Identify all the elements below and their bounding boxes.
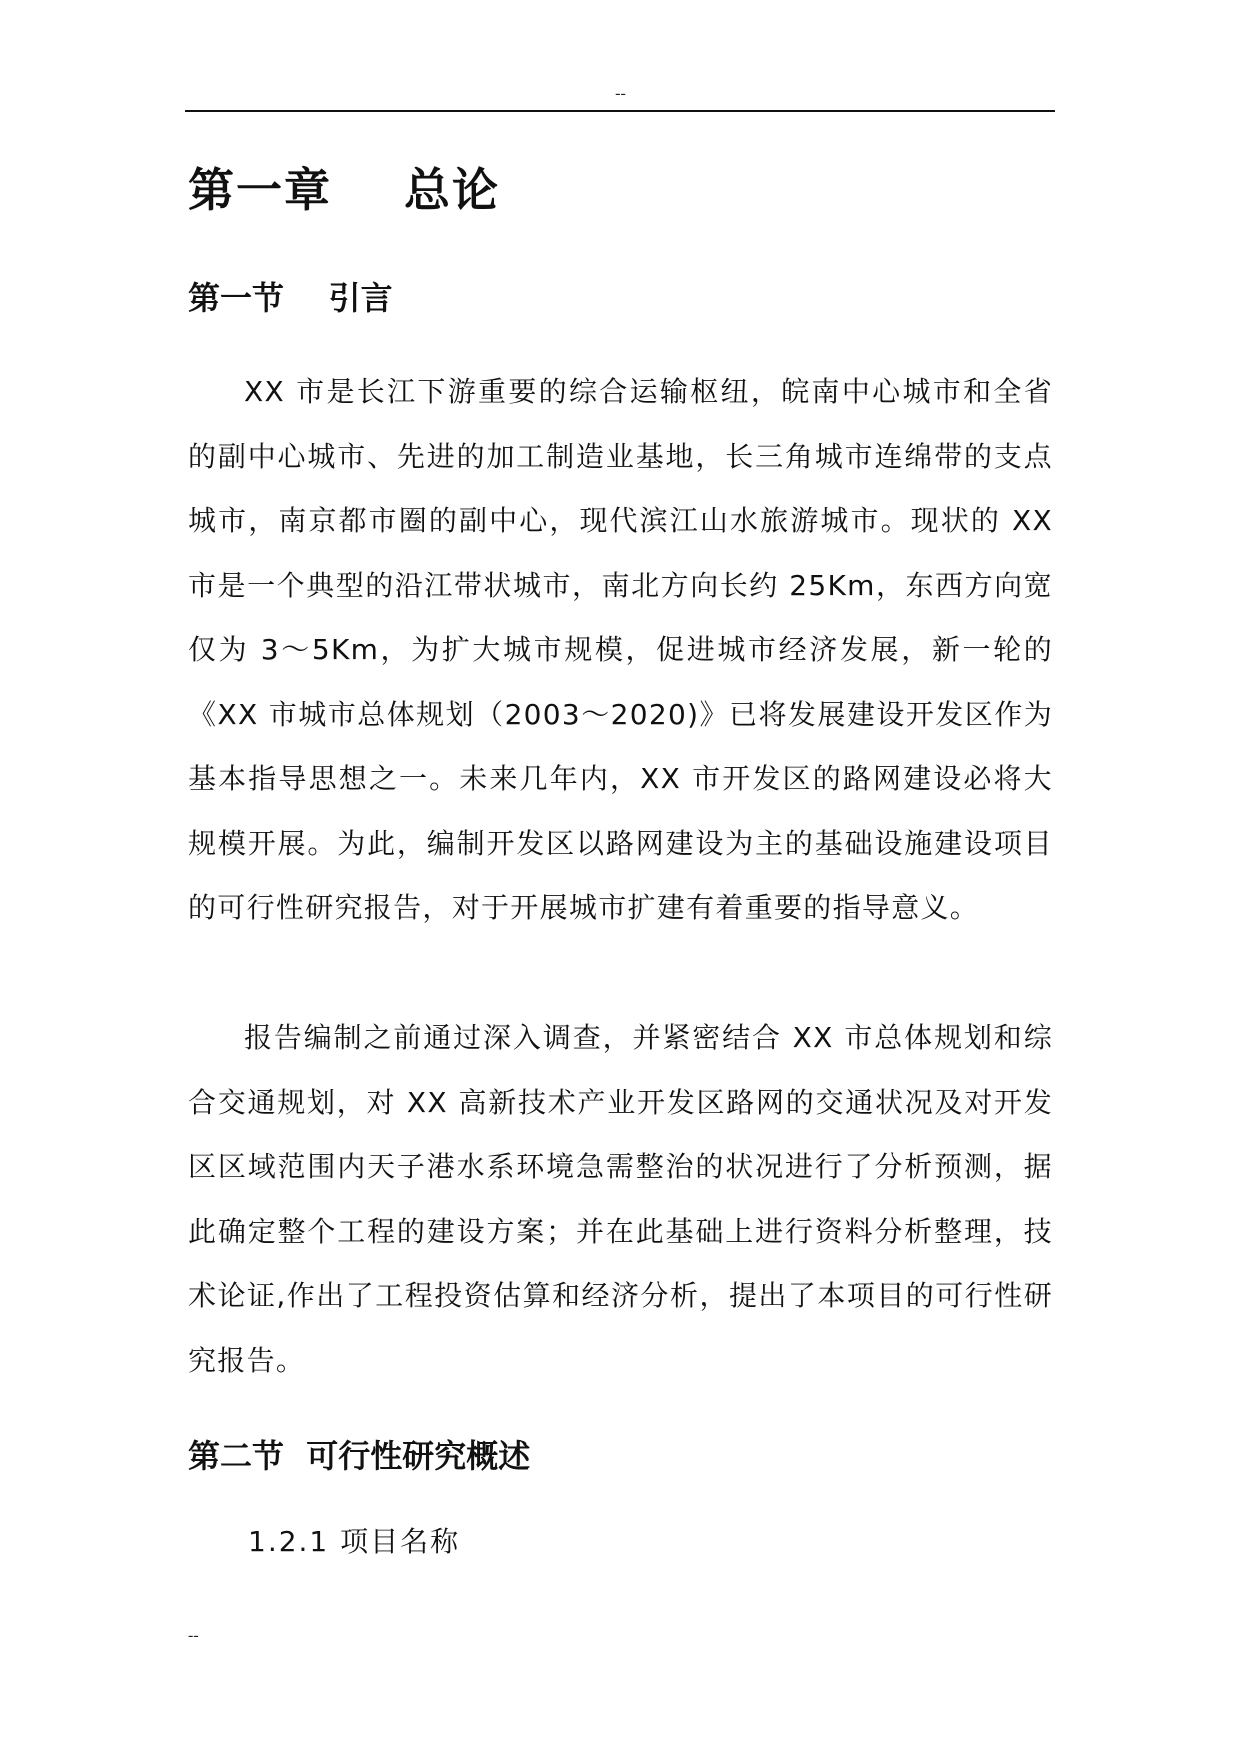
- header-rule: [185, 110, 1055, 112]
- section-title-feasibility-overview: 第二节 可行性研究概述: [188, 1437, 531, 1475]
- section-title-introduction: 第一节 引言: [188, 279, 393, 317]
- subsection-project-name: 1.2.1 项目名称: [248, 1525, 461, 1558]
- body-paragraph-2: 报告编制之前通过深入调查，并紧密结合 XX 市总体规划和综合交通规划，对 XX 高新技术产业开发区路网的交通状况及对开发区区域范围内天子港水系环境急需整治的状况进行了分析预测，据此确定整个工程的建设方案；并在此基础上进行资料分析整理，技术论证,作出了工程投资估算和经济分析，提出了本项目的可行性研究报告。: [188, 1021, 1053, 1377]
- chapter-title: 第一章 总论: [188, 163, 501, 217]
- page-header-mark: --: [615, 85, 626, 102]
- page-footer-mark: --: [188, 1627, 199, 1644]
- body-paragraph-1: XX 市是长江下游重要的综合运输枢纽，皖南中心城市和全省的副中心城市、先进的加工制造业基地，长三角城市连绵带的支点城市，南京都市圈的副中心，现代滨江山水旅游城市。现状的 XX 市是一个典型的沿江带状城市，南北方向长约 25Km，东西方向宽仅为 3～5Km，为扩大城市规模，促进城市经济发展，新一轮的《XX 市城市总体规划（2003～2020)》已将发展建设开发区作为基本指导思想之一。未来几年内，XX 市开发区的路网建设必将大规模开展。为此，编制开发区以路网建设为主的基础设施建设项目的可行性研究报告，对于开展城市扩建有着重要的指导意义。: [188, 375, 1053, 924]
